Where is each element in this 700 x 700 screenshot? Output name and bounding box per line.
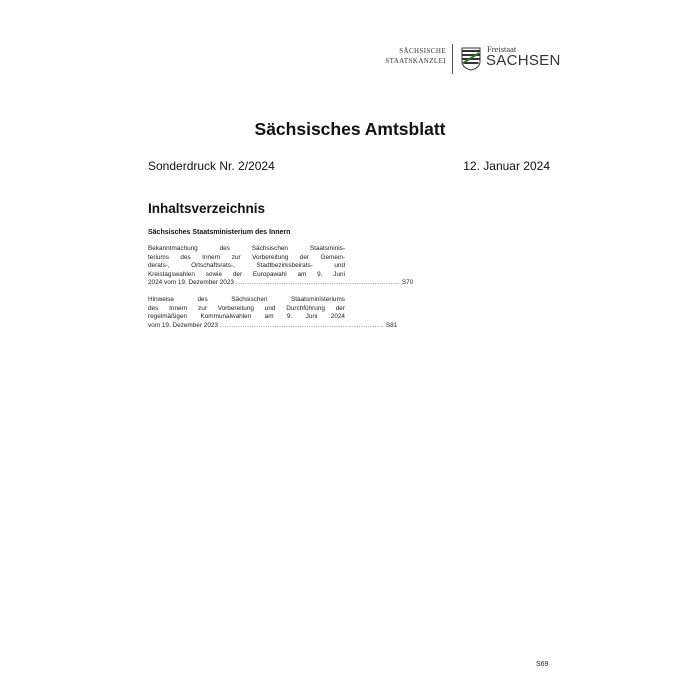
saxony-crest-icon	[461, 47, 481, 71]
sachsen-logo	[384, 44, 561, 76]
toc-entry[interactable]	[148, 245, 414, 288]
logo-text-line-1: SÄCHSISCHE	[399, 47, 446, 55]
issue-number: Sonderdruck Nr. 2/2024	[148, 159, 275, 173]
toc-entry-line: Hinweise des Sächsischen Staatsministeriums	[148, 296, 345, 303]
toc-heading: Inhaltsverzeichnis	[148, 201, 266, 216]
toc-page-ref: S70	[401, 279, 414, 286]
toc-entry-line: derats-, Ortschaftsrats-, Stadtbezirksbeirats- und	[148, 262, 345, 269]
ministry-heading: Sächsisches Staatsministerium des Innern	[148, 229, 291, 236]
toc-entry[interactable]	[148, 296, 398, 330]
issue-date: 12. Januar 2024	[463, 159, 550, 173]
toc-entry-line: Kreistagswahlen sowie der Europawahl am 9. Juni	[148, 270, 345, 278]
publication-title: Sächsisches Amtsblatt	[254, 119, 446, 139]
logo-divider	[452, 44, 453, 74]
sachsen-wordmark: SACHSEN	[486, 52, 561, 69]
logo-text-line-2: STAATSKANZLEI	[385, 57, 446, 65]
toc-leader-dots: ........................................................................	[235, 279, 400, 286]
page-number: S69	[536, 661, 549, 668]
toc-entry-line: Bekanntmachung des Sächsischen Staatsminis-	[148, 245, 345, 252]
toc-page-ref: S81	[385, 321, 398, 329]
toc-entry-line: teriums des Innern zur Vorbereitung der Gemein-	[148, 253, 345, 261]
toc-entry-line: 2024 vom 19. Dezember 2023	[148, 279, 234, 286]
toc-entry-line: regelmäßigen Kommunalwahlen am 9. Juni 2024	[148, 313, 345, 320]
toc-entry-line: des Innern zur Vorbereitung und Durchführung der	[148, 304, 345, 312]
staatskanzlei-label	[385, 46, 446, 66]
freistaat-label: Freistaat	[487, 44, 517, 54]
toc-leader-dots: ........................................................................	[219, 321, 384, 329]
toc-entry-line: vom 19. Dezember 2023	[148, 321, 218, 329]
